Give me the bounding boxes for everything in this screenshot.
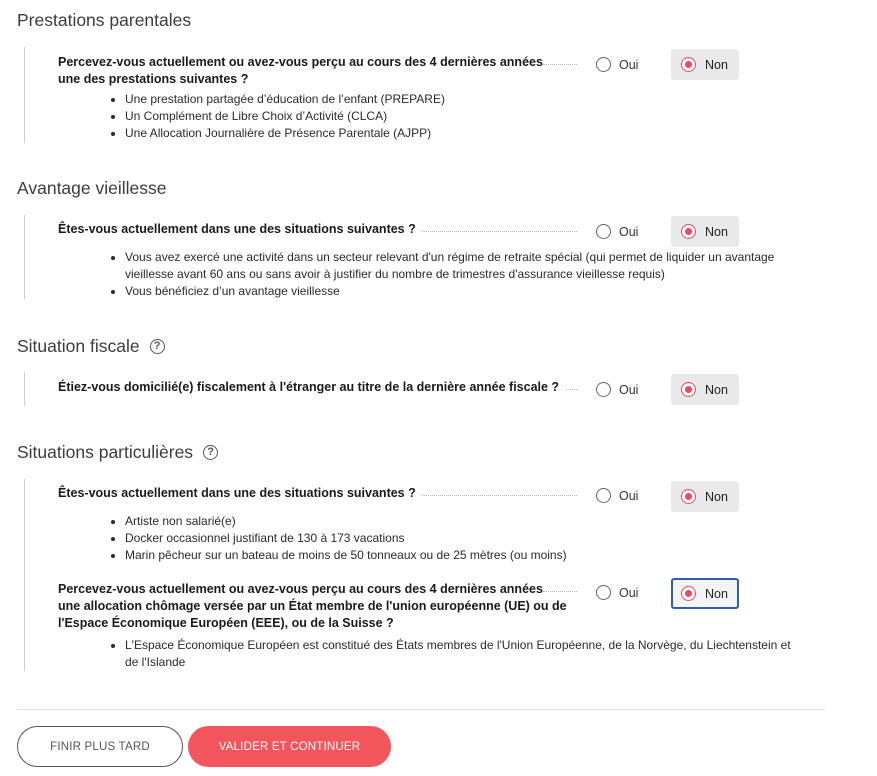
- special-2-list: [110, 637, 791, 671]
- radio-checked-icon: [681, 57, 696, 72]
- radio-checked-icon: [681, 382, 696, 397]
- radio-oui-parental[interactable]: Oui: [596, 57, 638, 72]
- radio-non-special-2[interactable]: Non: [671, 578, 739, 609]
- section-title-special: Situations particulières ?: [17, 442, 218, 463]
- help-icon[interactable]: ?: [150, 339, 165, 354]
- question-special-1: Êtes-vous actuellement dans une des situations suivantes ?: [58, 486, 416, 500]
- radio-non-parental[interactable]: Non: [671, 49, 739, 80]
- list-item: Artiste non salarié(e): [110, 513, 567, 530]
- question-special-2: Percevez-vous actuellement ou avez-vous perçu au cours des 4 dernières années une allocation chômage versée par un État membre de l'union européenne (UE) ou de l'Espace Économique Européen (EEE), ou de la Suisse ?: [58, 582, 567, 630]
- section-title-old-age: Avantage vieillesse: [17, 178, 167, 198]
- list-item: Une prestation partagée d’éducation de l’enfant (PREPARE): [110, 91, 445, 108]
- radio-circle-icon: [596, 585, 611, 600]
- list-item: Un Complément de Libre Choix d’Activité (CLCA): [110, 108, 445, 125]
- section-title-parental: Prestations parentales: [17, 10, 192, 30]
- dotted-leader: [543, 591, 577, 592]
- list-item: Marin pêcheur sur un bateau de moins de 50 tonneaux ou de 25 mètres (ou moins): [110, 547, 567, 564]
- list-item: Vous bénéficiez d’un avantage vieillesse: [110, 283, 774, 300]
- radio-checked-icon: [681, 224, 696, 239]
- special-1-list: [110, 513, 567, 564]
- help-icon[interactable]: ?: [203, 445, 218, 460]
- radio-non-special-1[interactable]: Non: [671, 481, 739, 512]
- list-item: Une Allocation Journalière de Présence Parentale (AJPP): [110, 125, 445, 142]
- dotted-leader: [566, 389, 577, 390]
- old-age-list: [110, 249, 774, 300]
- parental-list: [110, 91, 445, 142]
- radio-checked-icon: [681, 489, 696, 504]
- question-old-age: Êtes-vous actuellement dans une des situations suivantes ?: [58, 222, 416, 236]
- question-tax: Étiez-vous domicilié(e) fiscalement à l'étranger au titre de la dernière année fiscale ?: [58, 380, 560, 394]
- list-item: L'Espace Économique Européen est constitué des États membres de l'Union Européenne, de la Norvège, du Liechtenstein et de l'Islande: [110, 637, 791, 671]
- radio-non-tax[interactable]: Non: [671, 374, 739, 405]
- radio-circle-icon: [596, 382, 611, 397]
- radio-checked-icon: [681, 586, 696, 601]
- validate-continue-button[interactable]: VALIDER ET CONTINUER: [188, 726, 391, 767]
- finish-later-button[interactable]: FINIR PLUS TARD: [17, 726, 183, 767]
- question-parental: Percevez-vous actuellement ou avez-vous perçu au cours des 4 dernières années une des prestations suivantes ?: [58, 55, 543, 86]
- radio-circle-icon: [596, 488, 611, 503]
- radio-circle-icon: [596, 224, 611, 239]
- radio-oui-special-2[interactable]: Oui: [596, 585, 638, 600]
- list-item: Docker occasionnel justifiant de 130 à 173 vacations: [110, 530, 567, 547]
- radio-oui-special-1[interactable]: Oui: [596, 488, 638, 503]
- footer-divider: [17, 709, 825, 710]
- radio-oui-old-age[interactable]: Oui: [596, 224, 638, 239]
- section-title-tax: Situation fiscale ?: [17, 336, 165, 357]
- dotted-leader: [422, 495, 577, 496]
- list-item: Vous avez exercé une activité dans un secteur relevant d'un régime de retraite spécial (qui permet de liquider un avantage vieillesse avant 60 ans ou sans avoir à justifier du nombre de trimestres d'assurance vieillesse requis): [110, 249, 774, 283]
- radio-non-old-age[interactable]: Non: [671, 216, 739, 247]
- dotted-leader: [543, 64, 577, 65]
- radio-oui-tax[interactable]: Oui: [596, 382, 638, 397]
- dotted-leader: [422, 231, 577, 232]
- radio-circle-icon: [596, 57, 611, 72]
